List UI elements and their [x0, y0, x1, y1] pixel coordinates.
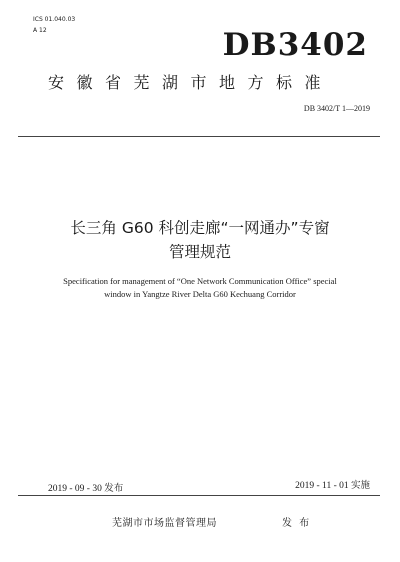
- title-chinese-line-2: 管理规范: [168, 243, 231, 261]
- standard-code: DB3402: [222, 27, 368, 63]
- classification-code: A 12: [33, 27, 47, 34]
- implementation-date: 2019 - 11 - 01 实施: [295, 481, 370, 491]
- standard-type: 安徽省芜湖市地方标准: [48, 73, 334, 92]
- issue-label: 发 布: [282, 518, 312, 529]
- issuing-authority: 芜湖市市场监督管理局: [112, 518, 217, 529]
- ics-code: ICS 01.040.03: [33, 16, 76, 23]
- bottom-divider: [18, 495, 380, 496]
- title-english-line-1: Specification for management of “One Network Communication Office” special: [63, 276, 337, 286]
- issue-date: 2019 - 09 - 30 发布: [48, 484, 124, 494]
- title-chinese-line-1: 长三角 G60 科创走廊“一网通办”专窗: [70, 219, 330, 237]
- title-english-line-2: window in Yangtze River Delta G60 Kechuang Corridor: [104, 289, 296, 299]
- standard-number: DB 3402/T 1—2019: [303, 104, 370, 113]
- top-divider: [18, 136, 380, 137]
